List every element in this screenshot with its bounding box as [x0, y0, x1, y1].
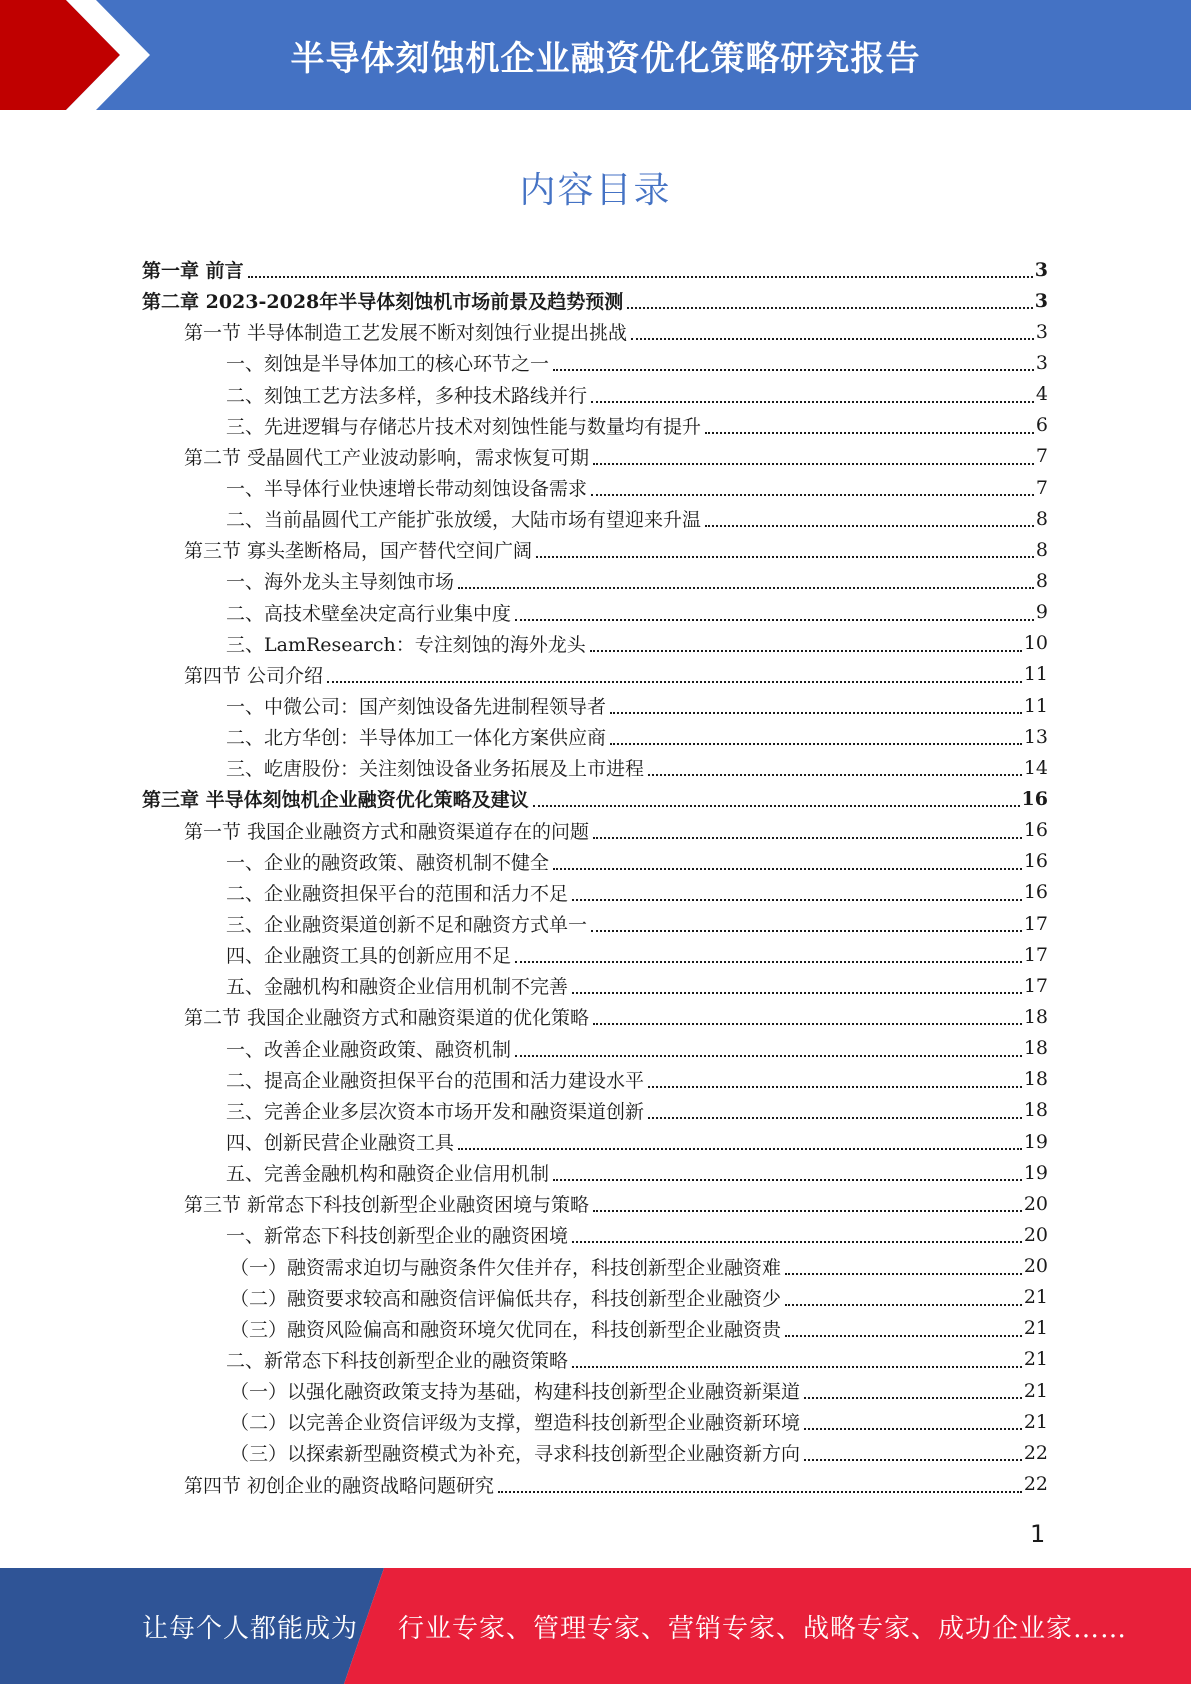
toc-dot-leader [591, 400, 1034, 403]
toc-entry-page: 7 [1035, 476, 1048, 499]
toc-entry-title: 一、企业的融资政策、融资机制不健全 [226, 851, 550, 874]
toc-entry[interactable] [142, 659, 1048, 690]
toc-entry-page: 7 [1035, 445, 1048, 468]
toc-entry-page: 17 [1023, 974, 1048, 997]
footer-slogan-right: 行业专家、管理专家、营销专家、战略专家、成功企业家…… [398, 1613, 1128, 1644]
toc-dot-leader [705, 524, 1034, 527]
toc-entry-title: 五、完善金融机构和融资企业信用机制 [226, 1163, 550, 1186]
toc-dot-leader [591, 929, 1022, 932]
toc-dot-leader [572, 1240, 1022, 1243]
toc-entry-title: 第三节 新常态下科技创新型企业融资困境与策略 [184, 1194, 590, 1217]
toc-entry[interactable] [142, 1375, 1048, 1406]
toc-entry[interactable] [142, 1033, 1048, 1064]
toc-heading: 内容目录 [519, 170, 672, 211]
report-title: 半导体刻蚀机企业融资优化策略研究报告 [290, 38, 921, 79]
toc-entry-title: 第四节 初创企业的融资战略问题研究 [184, 1474, 495, 1497]
toc-entry[interactable] [142, 721, 1048, 752]
toc-entry-page: 4 [1035, 383, 1048, 406]
footer-slogan-left: 让每个人都能成为 [142, 1613, 359, 1644]
toc-entry[interactable] [142, 628, 1048, 659]
toc-dot-leader [785, 1303, 1022, 1306]
toc-entry[interactable] [142, 441, 1048, 472]
toc-dot-leader [591, 493, 1034, 496]
toc-entry-title: 二、当前晶圆代工产能扩张放缓，大陆市场有望迎来升温 [226, 509, 702, 532]
toc-entry-page: 20 [1023, 1223, 1048, 1246]
toc-dot-leader [327, 680, 1022, 683]
toc-entry-page: 21 [1023, 1286, 1048, 1309]
toc-entry-page: 18 [1023, 1068, 1048, 1091]
toc-entry-page: 21 [1023, 1379, 1048, 1402]
toc-entry-page: 18 [1023, 1037, 1048, 1060]
toc-entry-title: （三）以探索新型融资模式为补充，寻求科技创新型企业融资新方向 [230, 1443, 801, 1466]
toc-dot-leader [553, 368, 1034, 371]
toc-entry-title: 第二节 我国企业融资方式和融资渠道的优化策略 [184, 1007, 590, 1030]
toc-dot-leader [515, 618, 1034, 621]
toc-entry-title: 一、刻蚀是半导体加工的核心环节之一 [226, 353, 550, 376]
toc-dot-leader [458, 586, 1034, 589]
toc-entry[interactable] [142, 254, 1048, 285]
toc-dot-leader [648, 1085, 1022, 1088]
toc-dot-leader [610, 711, 1022, 714]
toc-dot-leader [610, 742, 1022, 745]
toc-entry-title: 第四节 公司介绍 [184, 664, 324, 687]
toc-dot-leader [572, 898, 1022, 901]
toc-entry-title: 二、新常态下科技创新型企业的融资策略 [226, 1349, 569, 1372]
toc-dot-leader [804, 1427, 1022, 1430]
toc-entry-title: 第二章 2023-2028年半导体刻蚀机市场前景及趋势预测 [142, 291, 624, 314]
toc-dot-leader [515, 1054, 1022, 1057]
toc-entry[interactable] [142, 1095, 1048, 1126]
toc-entry-page: 11 [1023, 694, 1048, 717]
toc-entry-page: 16 [1023, 819, 1048, 842]
toc-entry-title: 四、创新民营企业融资工具 [226, 1132, 455, 1154]
toc-entry[interactable] [142, 970, 1048, 1001]
toc-dot-leader [593, 1209, 1022, 1212]
toc-entry-title: 二、高技术壁垒决定高行业集中度 [226, 602, 512, 625]
page-header [0, 0, 1191, 110]
toc-dot-leader [705, 431, 1034, 434]
toc-entry[interactable] [142, 877, 1048, 908]
toc-dot-leader [785, 1334, 1022, 1337]
toc-entry[interactable] [142, 1001, 1048, 1032]
toc-entry-page: 17 [1023, 943, 1048, 966]
toc-dot-leader [593, 836, 1022, 839]
toc-entry-title: （二）以完善企业资信评级为支撑，塑造科技创新型企业融资新环境 [230, 1412, 801, 1435]
toc-entry-page: 18 [1023, 1099, 1048, 1122]
toc-entry[interactable] [142, 939, 1048, 970]
toc-entry-title: 三、屹唐股份：关注刻蚀设备业务拓展及上市进程 [226, 758, 645, 781]
toc-dot-leader [631, 337, 1034, 340]
toc-entry[interactable] [142, 347, 1048, 378]
toc-entry-title: 第三节 寡头垄断格局，国产替代空间广阔 [184, 540, 533, 563]
toc-entry-page: 10 [1023, 632, 1048, 655]
toc-dot-leader [515, 960, 1022, 963]
toc-entry-title: 第一节 半导体制造工艺发展不断对刻蚀行业提出挑战 [184, 322, 628, 345]
toc-entry[interactable] [142, 783, 1048, 814]
toc-entry-page: 21 [1023, 1410, 1048, 1433]
toc-entry[interactable] [142, 597, 1048, 628]
toc-entry-title: 三、完善企业多层次资本市场开发和融资渠道创新 [226, 1100, 645, 1123]
toc-dot-leader [804, 1458, 1022, 1461]
toc-entry-title: 三、企业融资渠道创新不足和融资方式单一 [226, 914, 588, 937]
toc-entry-page: 8 [1035, 507, 1048, 530]
toc-entry-page: 3 [1035, 320, 1048, 343]
toc-entry-title: 第一节 我国企业融资方式和融资渠道存在的问题 [184, 820, 590, 843]
toc-dot-leader [248, 275, 1033, 278]
toc-entry[interactable] [142, 503, 1048, 534]
toc-entry-title: 二、企业融资担保平台的范围和活力不足 [226, 882, 569, 905]
toc-dot-leader [627, 306, 1033, 309]
toc-entry-page: 20 [1023, 1192, 1048, 1215]
toc-entry-page: 3 [1034, 258, 1048, 281]
toc-entry-title: 一、半导体行业快速增长带动刻蚀设备需求 [226, 478, 588, 501]
toc-entry[interactable] [142, 410, 1048, 441]
toc-entry-title: 三、先进逻辑与存储芯片技术对刻蚀性能与数量均有提升 [226, 415, 702, 438]
toc-entry[interactable] [142, 1468, 1048, 1499]
toc-entry-title: 五、金融机构和融资企业信用机制不完善 [226, 976, 569, 999]
toc-entry[interactable] [142, 1064, 1048, 1095]
toc-entry-page: 22 [1023, 1441, 1048, 1464]
toc-dot-leader [458, 1147, 1022, 1150]
toc-entry-page: 16 [1021, 787, 1048, 810]
toc-entry[interactable] [142, 846, 1048, 877]
toc-dot-leader [572, 991, 1022, 994]
toc-entry-title: （二）融资要求较高和融资信评偏低共存，科技创新型企业融资少 [230, 1287, 782, 1310]
toc-entry-title: 一、海外龙头主导刻蚀市场 [226, 571, 455, 594]
toc-entry[interactable] [142, 534, 1048, 565]
toc-entry[interactable] [142, 379, 1048, 410]
toc-entry-page: 18 [1023, 1005, 1048, 1028]
toc-dot-leader [648, 773, 1022, 776]
toc-entry[interactable] [142, 1188, 1048, 1219]
toc-entry-page: 19 [1023, 1130, 1048, 1153]
toc-entry[interactable] [142, 1437, 1048, 1468]
toc-entry-page: 8 [1035, 538, 1048, 561]
toc-entry-title: 第一章 前言 [142, 260, 244, 283]
toc-entry-page: 13 [1023, 725, 1048, 748]
toc-dot-leader [572, 1365, 1022, 1368]
toc-entry-title: 一、新常态下科技创新型企业的融资困境 [226, 1225, 569, 1248]
toc-entry[interactable] [142, 472, 1048, 503]
toc-entry[interactable] [142, 1126, 1048, 1157]
toc-dot-leader [590, 649, 1022, 652]
toc-entry[interactable] [142, 316, 1048, 347]
toc-entry-title: 一、改善企业融资政策、融资机制 [226, 1038, 512, 1061]
toc-entry-title: （一）以强化融资政策支持为基础，构建科技创新型企业融资新渠道 [230, 1381, 801, 1404]
toc-entry[interactable] [142, 1251, 1048, 1282]
toc-entry-title: 二、北方华创：半导体加工一体化方案供应商 [226, 727, 607, 750]
toc-entry-page: 16 [1023, 881, 1048, 904]
toc-entry[interactable] [142, 752, 1048, 783]
toc-entry[interactable] [142, 690, 1048, 721]
toc-entry-title: 第二节 受晶圆代工产业波动影响，需求恢复可期 [184, 446, 590, 469]
toc-entry-page: 14 [1023, 756, 1048, 779]
toc-entry-page: 11 [1023, 663, 1048, 686]
toc-entry-title: （三）融资风险偏高和融资环境欠优同在，科技创新型企业融资贵 [230, 1318, 782, 1341]
toc-entry-page: 21 [1023, 1317, 1048, 1340]
toc-entry[interactable] [142, 1313, 1048, 1344]
toc-entry-title: 二、刻蚀工艺方法多样，多种技术路线并行 [226, 384, 588, 407]
toc-dot-leader [593, 462, 1034, 465]
toc-entry-title: 一、中微公司：国产刻蚀设备先进制程领导者 [226, 696, 607, 719]
toc-dot-leader [553, 867, 1022, 870]
toc-entry-page: 17 [1023, 912, 1048, 935]
toc-dot-leader [553, 1178, 1022, 1181]
toc-entry-title: 二、提高企业融资担保平台的范围和活力建设水平 [226, 1069, 645, 1092]
toc-entry-page: 3 [1035, 351, 1048, 374]
toc-entry[interactable] [142, 565, 1048, 596]
toc-entry-title: 第三章 半导体刻蚀机企业融资优化策略及建议 [142, 789, 529, 812]
toc-dot-leader [785, 1272, 1022, 1275]
toc-entry[interactable] [142, 1157, 1048, 1188]
toc-entry-title: 四、企业融资工具的创新应用不足 [226, 945, 512, 968]
toc-entry-title: （一）融资需求迫切与融资条件欠佳并存，科技创新型企业融资难 [230, 1256, 782, 1279]
toc-entry[interactable] [142, 1344, 1048, 1375]
toc-entry-page: 16 [1023, 850, 1048, 873]
toc-entry[interactable] [142, 1406, 1048, 1437]
toc-entry-title: 三、LamResearch：专注刻蚀的海外龙头 [226, 633, 586, 656]
toc-entry[interactable] [142, 1282, 1048, 1313]
page-number: 1 [1030, 1520, 1046, 1548]
toc-entry[interactable] [142, 908, 1048, 939]
toc-entry[interactable] [142, 815, 1048, 846]
toc-entry-page: 3 [1034, 289, 1048, 312]
toc-entry-page: 6 [1035, 414, 1048, 437]
toc-entry-page: 9 [1035, 601, 1048, 624]
table-of-contents [142, 254, 1048, 1500]
toc-dot-leader [648, 1116, 1022, 1119]
page-footer [0, 1568, 1191, 1684]
toc-entry[interactable] [142, 1219, 1048, 1250]
toc-dot-leader [498, 1490, 1022, 1493]
toc-dot-leader [533, 804, 1020, 807]
toc-entry-page: 22 [1023, 1473, 1048, 1496]
toc-entry-page: 20 [1023, 1255, 1048, 1278]
toc-entry[interactable] [142, 285, 1048, 316]
toc-entry-page: 19 [1023, 1161, 1048, 1184]
toc-entry-page: 8 [1035, 569, 1048, 592]
toc-dot-leader [536, 555, 1034, 558]
toc-entry-page: 21 [1023, 1348, 1048, 1371]
toc-dot-leader [804, 1396, 1022, 1399]
toc-dot-leader [593, 1022, 1022, 1025]
